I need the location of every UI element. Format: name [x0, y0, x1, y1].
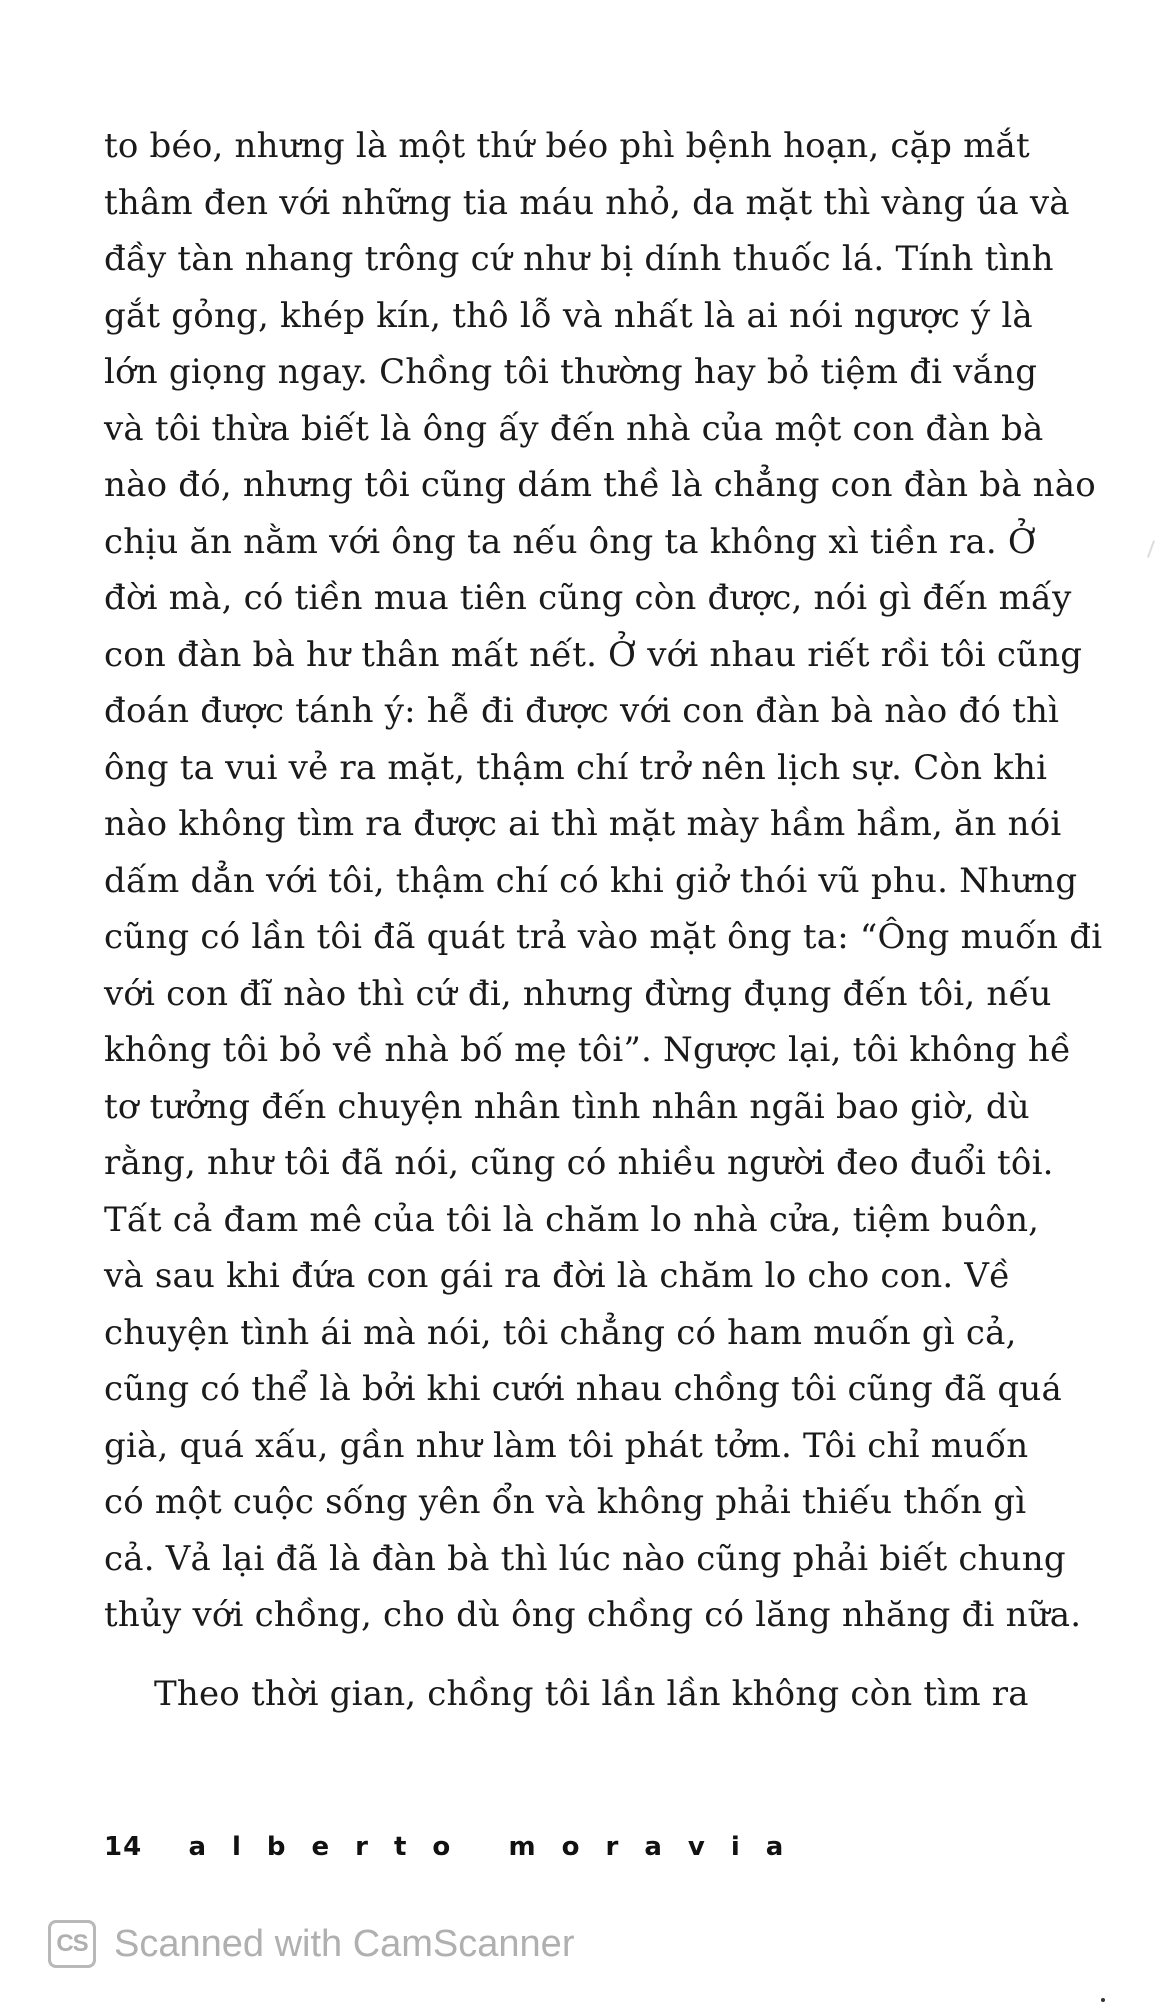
text-line: Theo thời gian, chồng tôi lần lần không còn tìm ra — [154, 1673, 1029, 1714]
text-line: không tôi bỏ về nhà bố mẹ tôi”. Ngược lại, tôi không hề — [104, 1030, 1072, 1070]
text-line: tơ tưởng đến chuyện nhân tình nhân ngãi bao giờ, dù — [104, 1086, 1030, 1127]
text-line: có một cuộc sống yên ổn và không phải thiếu thốn gì — [104, 1482, 1027, 1522]
camscanner-logo-icon: CS — [48, 1920, 96, 1968]
text-line: đời mà, có tiền mua tiên cũng còn được, nói gì đến mấy — [104, 578, 1072, 618]
text-line: với con đĩ nào thì cứ đi, nhưng đừng đụng đến tôi, nếu — [104, 973, 1052, 1014]
paragraph-1 — [104, 118, 1103, 1644]
text-line: rằng, như tôi đã nói, cũng có nhiều người đeo đuổi tôi. — [104, 1143, 1054, 1183]
text-line: cũng có thể là bởi khi cưới nhau chồng tôi cũng đã quá — [104, 1369, 1062, 1409]
text-line: đoán được tánh ý: hễ đi được với con đàn bà nào đó thì — [104, 691, 1060, 731]
text-line: đầy tàn nhang trông cứ như bị dính thuốc lá. Tính tình — [104, 239, 1054, 279]
text-line: già, quá xấu, gần như làm tôi phát tởm. Tôi chỉ muốn — [104, 1425, 1029, 1466]
text-line: dấm dẳn với tôi, thậm chí có khi giở thói vũ phu. Nhưng — [104, 860, 1078, 901]
text-line: chịu ăn nằm với ông ta nếu ông ta không xì tiền ra. Ở — [104, 521, 1037, 562]
text-line: lớn giọng ngay. Chồng tôi thường hay bỏ tiệm đi vắng — [104, 352, 1038, 392]
text-line: cũng có lần tôi đã quát trả vào mặt ông ta: “Ông muốn đi — [104, 917, 1103, 957]
text-line: Tất cả đam mê của tôi là chăm lo nhà cửa, tiệm buôn, — [104, 1199, 1040, 1240]
author-last-name: moravia — [508, 1832, 810, 1862]
text-line: nào không tìm ra được ai thì mặt mày hầm hầm, ăn nói — [104, 804, 1062, 844]
text-line: chuyện tình ái mà nói, tôi chẳng có ham muốn gì cả, — [104, 1312, 1017, 1353]
text-line: gắt gỏng, khép kín, thô lỗ và nhất là ai nói ngược ý là — [104, 295, 1033, 336]
text-line: thâm đen với những tia máu nhỏ, da mặt thì vàng úa và — [104, 182, 1070, 223]
paragraph-2 — [104, 1666, 1059, 1723]
text-line: và tôi thừa biết là ông ấy đến nhà của một con đàn bà — [104, 408, 1044, 449]
text-line: và sau khi đứa con gái ra đời là chăm lo cho con. Về — [104, 1256, 1011, 1296]
page-footer — [104, 1832, 809, 1862]
paragraph-gap — [104, 1644, 1059, 1666]
text-line: cả. Vả lại đã là đàn bà thì lúc nào cũng phải biết chung — [104, 1538, 1066, 1579]
text-line: ông ta vui vẻ ra mặt, thậm chí trở nên lịch sự. Còn khi — [104, 747, 1048, 788]
text-line: con đàn bà hư thân mất nết. Ở với nhau riết rồi tôi cũng — [104, 634, 1083, 675]
scan-speck — [1101, 1998, 1105, 2002]
scan-mark — [1147, 540, 1155, 558]
text-line: nào đó, nhưng tôi cũng dám thề là chẳng con đàn bà nào — [104, 465, 1096, 505]
body-text — [104, 118, 1103, 1722]
camscanner-watermark — [48, 1920, 574, 1968]
author-first-name: alberto — [188, 1832, 477, 1862]
page-number: 14 — [104, 1832, 143, 1862]
watermark-text: Scanned with CamScanner — [114, 1922, 575, 1965]
text-line: thủy với chồng, cho dù ông chồng có lăng nhăng đi nữa. — [104, 1595, 1082, 1635]
text-line: to béo, nhưng là một thứ béo phì bệnh hoạn, cặp mắt — [104, 126, 1030, 166]
